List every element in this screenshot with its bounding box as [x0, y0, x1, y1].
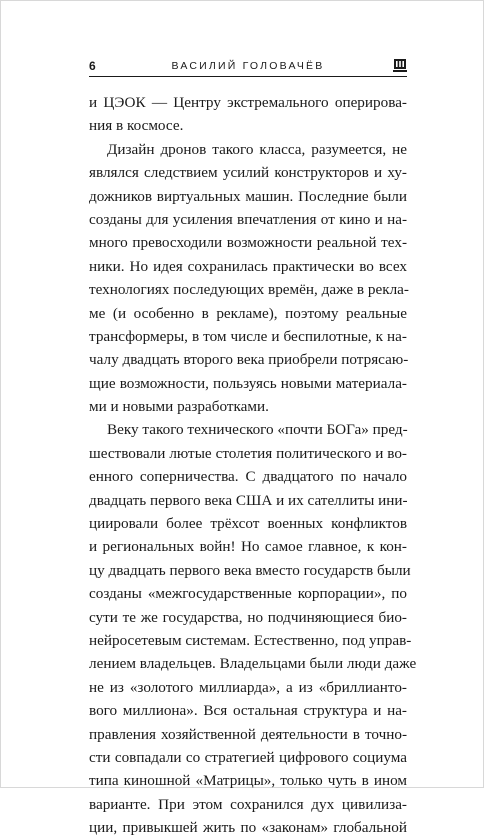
text-line: нейросетевым системам. Естественно, под управ-: [89, 631, 412, 649]
text-line: лением владельцев. Владельцами были люди даже: [89, 655, 417, 673]
text-line: не из «золотого миллиарда», а из «бриллианто-: [89, 678, 407, 696]
text-line: шествовали лютые столетия политического и во-: [89, 444, 407, 462]
text-line: ме (и особенно в рекламе), поэтому реальные: [89, 304, 407, 322]
text-line: вого миллиона». Вся остальная структура и на-: [89, 702, 407, 720]
text-line: созданы для усиления впечатления от кино и на-: [89, 210, 407, 228]
text-line: правления хозяйственной деятельности в точно-: [89, 725, 407, 743]
text-line: ми и новыми разработками.: [89, 398, 269, 416]
text-line: Веку такого технического «почти БОГа» пред-: [107, 421, 408, 439]
header-rule: [89, 76, 407, 77]
text-line: варианте. При этом сохранился дух цивилиза-: [89, 795, 407, 813]
publisher-logo-icon: [393, 59, 407, 72]
text-line: циировали более трёхсот военных конфликтов: [89, 515, 407, 533]
text-line: трансформеры, в том числе и беспилотные, к на-: [89, 327, 407, 345]
text-line: технологиях последующих времён, даже в рекла-: [89, 281, 409, 299]
paragraph: [89, 91, 407, 138]
text-line: созданы «межгосударственные корпорации», по: [89, 585, 407, 603]
paragraph: [89, 418, 417, 839]
text-line: цу двадцать первого века вместо государств были: [89, 561, 411, 579]
text-line: ния в космосе.: [89, 117, 184, 135]
text-line: типа киношной «Матрицы», только чуть в ином: [89, 772, 407, 790]
text-line: сути те же государства, но подчиняющиеся био-: [89, 608, 407, 626]
book-author: ВАСИЛИЙ ГОЛОВАЧЁВ: [171, 60, 325, 72]
text-line: енного соперничества. С двадцатого по начало: [89, 468, 407, 486]
text-line: много превосходили возможности реальной тех-: [89, 234, 407, 252]
text-line: являлся следствием усилий конструкторов и ху-: [89, 164, 407, 182]
text-line: ции, привыкшей жить по «законам» глобальной: [89, 819, 407, 837]
text-line: чалу двадцать второго века приобрели потрясаю-: [89, 351, 409, 369]
text-line: Дизайн дронов такого класса, разумеется, не: [107, 140, 407, 158]
running-head: [89, 59, 407, 77]
paragraph: [89, 138, 407, 419]
text-line: двадцать первого века США и их сателлиты ини-: [89, 491, 408, 509]
text-line: и региональных войн! Но самое главное, к кон-: [89, 538, 407, 556]
text-line: ники. Но идея сохранилась практически во всех: [89, 257, 407, 275]
body-text: [89, 91, 417, 840]
text-line: дожников виртуальных машин. Последние были: [89, 187, 407, 205]
text-line: сти совпадали со стратегией цифрового социума: [89, 748, 407, 766]
page-number: 6: [89, 59, 96, 73]
text-line: щие возможности, пользуясь новыми материала-: [89, 374, 407, 392]
text-line: и ЦЭОК — Центру экстремального оперирова-: [89, 94, 407, 111]
